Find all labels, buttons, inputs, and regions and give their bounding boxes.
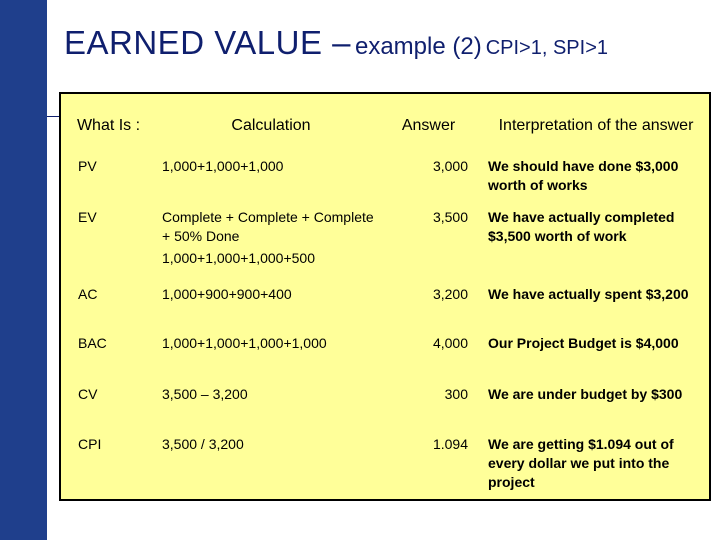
- row-interp-ev: We have actually completed $3,500 worth of work: [488, 209, 675, 244]
- title-condition: CPI>1, SPI>1: [485, 37, 608, 59]
- row-interp-bac: Our Project Budget is $4,000: [488, 335, 679, 351]
- header-calculation: Calculation: [231, 116, 311, 134]
- row-answer-pv: 3,000: [432, 158, 468, 174]
- row-term-ac: AC: [78, 286, 98, 302]
- row-calc-ev-sum: 1,000+1,000+1,000+500: [162, 250, 315, 266]
- row-calc-cpi: 3,500 / 3,200: [162, 436, 244, 452]
- header-what-is: What Is :: [76, 116, 141, 134]
- header-interpretation: Interpretation of the answer: [498, 116, 694, 134]
- row-interp-cpi: We are getting $1.094 out of every dollar we put into the project: [488, 436, 674, 490]
- row-answer-cv: 300: [444, 386, 468, 402]
- slide-title: [64, 24, 714, 62]
- row-term-pv: PV: [78, 158, 97, 174]
- row-calc-ev: [162, 208, 382, 268]
- row-answer-ac: 3,200: [432, 286, 468, 302]
- header-answer: Answer: [401, 116, 456, 134]
- row-answer-cpi: 1.094: [432, 436, 468, 452]
- row-calc-cv: 3,500 – 3,200: [162, 386, 248, 402]
- row-term-cv: CV: [78, 386, 98, 402]
- row-calc-bac: 1,000+1,000+1,000+1,000: [162, 335, 327, 351]
- row-interp-pv: We should have done $3,000 worth of works: [488, 158, 679, 193]
- row-term-ev: EV: [78, 209, 97, 225]
- row-answer-ev: 3,500: [432, 209, 468, 225]
- row-calc-pv: 1,000+1,000+1,000: [162, 158, 284, 174]
- title-main: EARNED VALUE –: [64, 24, 351, 61]
- row-interp-ac: We have actually spent $3,200: [488, 286, 689, 302]
- row-calc-ac: 1,000+900+900+400: [162, 286, 292, 302]
- title-example: example (2): [354, 33, 482, 60]
- row-interp-cv: We are under budget by $300: [488, 386, 683, 402]
- earned-value-table: [59, 92, 711, 501]
- row-calc-ev-text: Complete + Complete + Complete + 50% Done: [162, 209, 374, 244]
- left-accent-bar: [0, 0, 47, 540]
- row-term-bac: BAC: [78, 335, 107, 351]
- row-term-cpi: CPI: [78, 436, 102, 452]
- row-answer-bac: 4,000: [432, 335, 468, 351]
